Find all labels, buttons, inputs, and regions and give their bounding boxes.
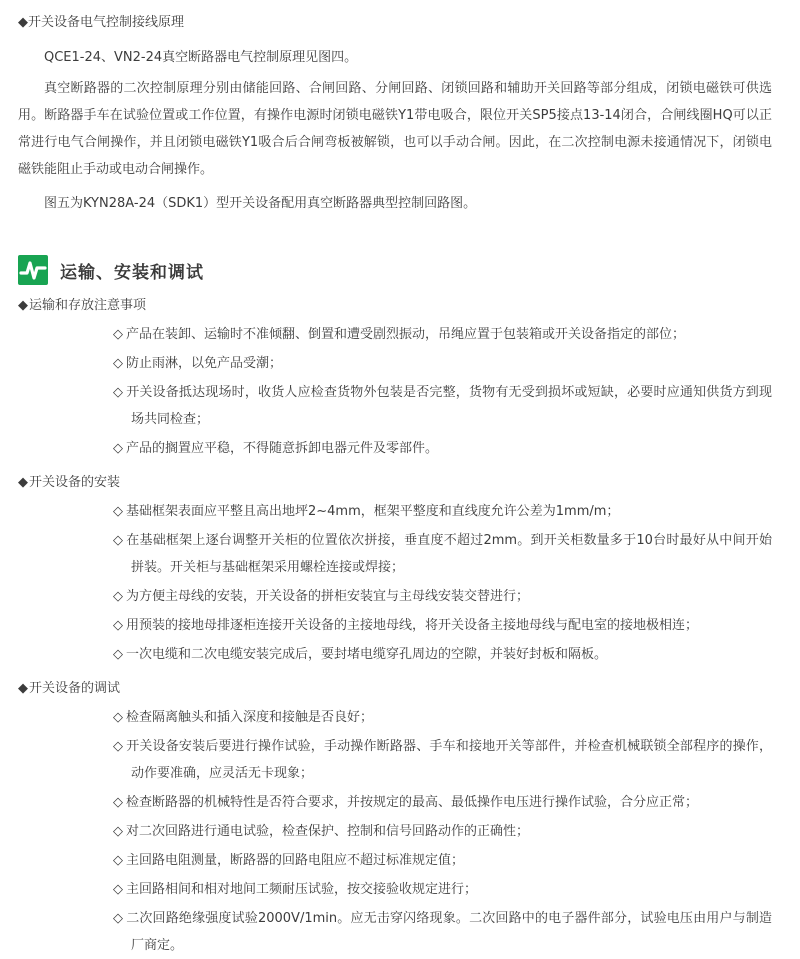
lead-line: QCE1-24、VN2-24真空断路器电气控制原理见图四。 xyxy=(44,50,358,65)
list-item-text: 对二次回路进行通电试验，检查保护、控制和信号回路动作的正确性； xyxy=(126,824,530,839)
hollow-diamond-bullet: ◇ xyxy=(113,911,124,926)
list-item-text: 主回路相间和相对地间工频耐压试验，按交接验收规定进行； xyxy=(126,882,478,897)
list-item xyxy=(113,876,772,903)
solid-diamond-bullet: ◆ xyxy=(18,298,28,313)
hollow-diamond-bullet: ◇ xyxy=(113,504,123,519)
group-heading xyxy=(18,676,772,702)
hollow-diamond-bullet: ◇ xyxy=(113,441,123,456)
list-item-text: 开关设备安装后要进行操作试验，手动操作断路器、手车和接地开关等部件，并检查机械联锁全部程序的操作，动作要准确，应灵活无卡现象； xyxy=(126,739,772,781)
list-item-text: 一次电缆和二次电缆安装完成后，要封堵电缆穿孔周边的空隙，并装好封板和隔板。 xyxy=(126,647,608,662)
wiring-principle-heading-text: 开关设备电气控制接线原理 xyxy=(28,15,185,30)
hollow-diamond-bullet: ◇ xyxy=(113,327,123,342)
list-item-text: 二次回路绝缘强度试验2000V/1min。应无击穿闪络现象。二次回路中的电子器件部分，试验电压由用户与制造厂商定。 xyxy=(126,911,772,953)
list-item xyxy=(113,612,772,639)
list-item xyxy=(113,583,772,610)
list-item xyxy=(113,527,772,581)
pulse-lightning-icon xyxy=(18,255,48,285)
hollow-diamond-bullet: ◇ xyxy=(113,356,123,371)
list-item xyxy=(113,733,772,787)
hollow-diamond-bullet: ◇ xyxy=(113,618,123,633)
list-item xyxy=(113,435,772,462)
hollow-diamond-bullet: ◇ xyxy=(113,824,123,839)
hollow-diamond-bullet: ◇ xyxy=(113,589,123,604)
solid-diamond-bullet: ◆ xyxy=(18,681,28,696)
figure-reference-line: 图五为KYN28A-24（SDK1）型开关设备配用真空断路器典型控制回路图。 xyxy=(44,196,477,211)
group-heading xyxy=(18,470,772,496)
list-item-text: 检查隔离触头和插入深度和接触是否良好； xyxy=(126,710,374,725)
list-item-text: 产品在装卸、运输时不准倾翻、倒置和遭受剧烈振动，吊绳应置于包装箱或开关设备指定的部位； xyxy=(126,327,686,342)
hollow-diamond-bullet: ◇ xyxy=(113,647,123,662)
list-item xyxy=(113,641,772,668)
list-item xyxy=(113,321,772,348)
group-transport-storage xyxy=(18,293,772,462)
group-heading-text: 开关设备的安装 xyxy=(29,475,121,490)
list-item-text: 主回路电阻测量，断路器的回路电阻应不超过标准规定值； xyxy=(126,853,465,868)
hollow-diamond-bullet: ◇ xyxy=(113,385,124,400)
group-heading-text: 运输和存放注意事项 xyxy=(29,298,147,313)
list-item xyxy=(113,350,772,377)
list-item-text: 为方便主母线的安装，开关设备的拼柜安装宜与主母线安装交替进行； xyxy=(126,589,530,604)
list-item-text: 基础框架表面应平整且高出地坪2~4mm，框架平整度和直线度允许公差为1mm/m； xyxy=(126,504,620,519)
list-item-text: 产品的搁置应平稳，不得随意拆卸电器元件及零部件。 xyxy=(126,441,439,456)
list-item xyxy=(113,818,772,845)
solid-diamond-bullet: ◆ xyxy=(18,15,28,30)
list-item-text: 检查断路器的机械特性是否符合要求，并按规定的最高、最低操作电压进行操作试验，合分应正常； xyxy=(126,795,699,810)
list-item xyxy=(113,379,772,433)
list-item xyxy=(113,789,772,816)
list-item xyxy=(113,704,772,731)
list-item-text: 在基础框架上逐台调整开关柜的位置依次拼接，垂直度不超过2mm。到开关柜数量多于10台时最好从中间开始拼装。开关柜与基础框架采用螺栓连接或焊接； xyxy=(126,533,772,575)
group-commissioning xyxy=(18,676,772,959)
group-heading-text: 开关设备的调试 xyxy=(29,681,121,696)
section-title: 运输、安装和调试 xyxy=(60,262,204,283)
control-principle-paragraph: 真空断路器的二次控制原理分别由储能回路、合闸回路、分闸回路、闭锁回路和辅助开关回路等部分组成，闭锁电磁铁可供选用。断路器手车在试验位置或工作位置，有操作电源时闭锁电磁铁Y1带电吸合，限位开关SP5接点13-14闭合，合闸线圈HQ可以正常进行电气合闸操作，并且闭锁电磁铁Y1吸合后合闸弯板被解锁，也可以手动合闸。因此，在二次控制电源未接通情况下，闭锁电磁铁能阻止手动或电动合闸操作。 xyxy=(18,81,772,177)
hollow-diamond-bullet: ◇ xyxy=(113,882,123,897)
hollow-diamond-bullet: ◇ xyxy=(113,795,123,810)
hollow-diamond-bullet: ◇ xyxy=(113,533,124,548)
list-item xyxy=(113,905,772,959)
group-installation xyxy=(18,470,772,668)
hollow-diamond-bullet: ◇ xyxy=(113,739,124,754)
hollow-diamond-bullet: ◇ xyxy=(113,853,123,868)
list-item xyxy=(113,498,772,525)
list-item-text: 用预装的接地母排逐柜连接开关设备的主接地母线，将开关设备主接地母线与配电室的接地极相连； xyxy=(126,618,699,633)
group-heading xyxy=(18,293,772,319)
section-header xyxy=(18,255,772,285)
list-item-text: 开关设备抵达现场时，收货人应检查货物外包装是否完整，货物有无受到损坏或短缺，必要时应通知供货方到现场共同检查； xyxy=(126,385,772,427)
solid-diamond-bullet: ◆ xyxy=(18,475,28,490)
hollow-diamond-bullet: ◇ xyxy=(113,710,123,725)
wiring-principle-heading xyxy=(18,14,772,32)
list-item-text: 防止雨淋，以免产品受潮； xyxy=(126,356,283,371)
list-item xyxy=(113,847,772,874)
